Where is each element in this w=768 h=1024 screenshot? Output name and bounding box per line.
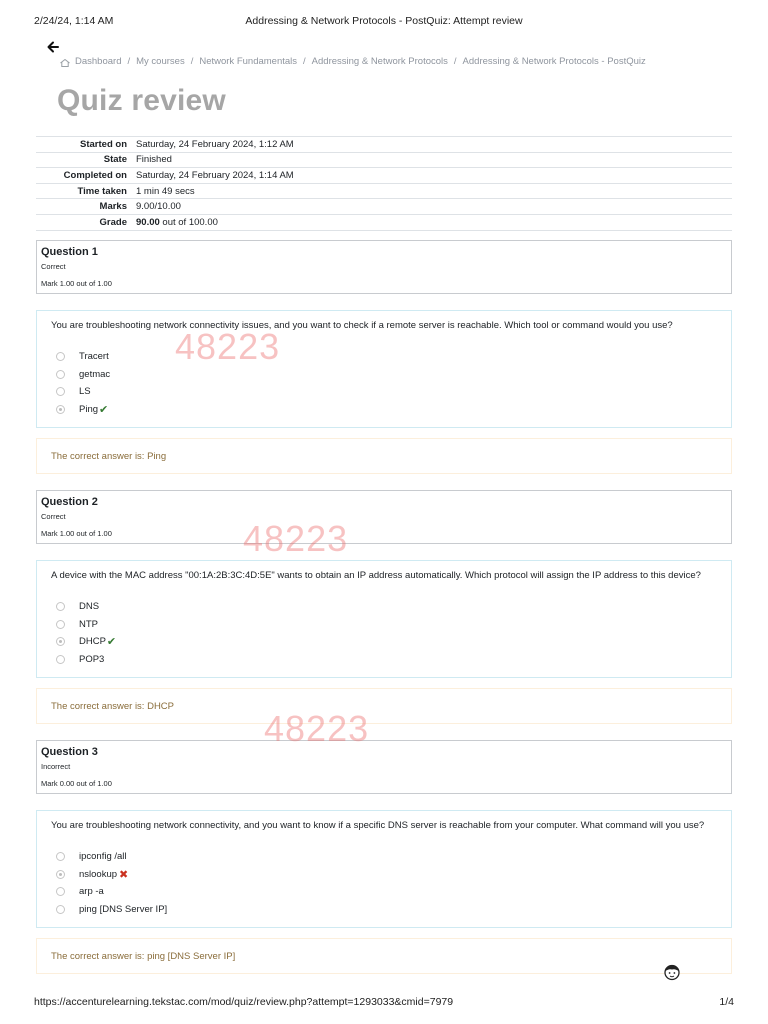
question-1-info — [36, 240, 732, 294]
breadcrumb-separator: / — [303, 56, 306, 67]
answer-option[interactable] — [51, 598, 717, 616]
radio-button-checked[interactable] — [56, 870, 65, 879]
summary-value: Saturday, 24 February 2024, 1:14 AM — [130, 168, 732, 184]
answer-option[interactable] — [51, 848, 717, 866]
answer-label: Ping — [79, 403, 99, 415]
radio-button[interactable] — [56, 852, 65, 861]
question-state: Correct — [41, 512, 66, 521]
summary-value: 9.00/10.00 — [130, 199, 732, 215]
summary-value — [130, 214, 732, 230]
print-header — [34, 15, 734, 29]
page-title: Quiz review — [57, 84, 226, 117]
answer-label: getmac — [79, 368, 111, 380]
question-grade: Mark 1.00 out of 1.00 — [41, 529, 112, 538]
question-1-content — [36, 310, 732, 428]
watermark: 48223 — [264, 708, 370, 749]
answer-label: LS — [79, 386, 91, 398]
print-footer — [34, 996, 734, 1010]
correct-answer-text: The correct answer is: DHCP — [51, 700, 175, 712]
answer-list — [51, 848, 717, 918]
summary-row-state — [36, 152, 732, 168]
radio-button[interactable] — [56, 620, 65, 629]
radio-button-checked[interactable] — [56, 405, 65, 414]
radio-button[interactable] — [56, 352, 65, 361]
radio-button[interactable] — [56, 387, 65, 396]
correct-answer-text: The correct answer is: Ping — [51, 450, 167, 462]
watermark: 48223 — [243, 518, 349, 559]
question-prompt: You are troubleshooting network connectivity, and you want to know if a specific DNS server is reachable from your computer. What command will you use? — [51, 820, 705, 831]
radio-button[interactable] — [56, 905, 65, 914]
summary-label: State — [36, 152, 130, 168]
summary-row-completed — [36, 168, 732, 184]
summary-label: Completed on — [36, 168, 130, 184]
question-number: Question 2 — [41, 496, 98, 508]
check-icon: ✔ — [99, 403, 109, 416]
question-3-content — [36, 810, 732, 928]
breadcrumb-quiz[interactable]: Addressing & Network Protocols - PostQuiz — [462, 56, 646, 67]
answer-option[interactable] — [51, 616, 717, 634]
answer-label: POP3 — [79, 653, 105, 665]
question-2-content — [36, 560, 732, 678]
question-state: Correct — [41, 262, 66, 271]
question-2-info — [36, 490, 732, 544]
breadcrumb-course[interactable]: Network Fundamentals — [199, 56, 298, 67]
radio-button[interactable] — [56, 655, 65, 664]
breadcrumb-my-courses[interactable]: My courses — [136, 56, 185, 67]
summary-value: Finished — [130, 152, 732, 168]
cross-icon: ✖ — [119, 868, 129, 881]
quiz-summary-table — [36, 136, 732, 231]
summary-label: Grade — [36, 214, 130, 230]
summary-label: Time taken — [36, 183, 130, 199]
summary-row-grade — [36, 214, 732, 230]
answer-label: DHCP — [79, 636, 106, 648]
answer-label: arp -a — [79, 886, 104, 898]
answer-label: ping [DNS Server IP] — [79, 903, 168, 915]
answer-option-selected[interactable] — [51, 866, 717, 884]
answer-option[interactable] — [51, 651, 717, 669]
question-2-feedback — [36, 688, 732, 724]
print-title: Addressing & Network Protocols - PostQuiz: Attempt review — [245, 15, 523, 27]
question-1-feedback — [36, 438, 732, 474]
summary-row-time-taken — [36, 183, 732, 199]
answer-label: NTP — [79, 618, 98, 630]
correct-answer-text: The correct answer is: ping [DNS Server IP] — [51, 950, 236, 962]
breadcrumb-separator: / — [190, 56, 194, 67]
breadcrumb-dashboard[interactable]: Dashboard — [75, 56, 122, 67]
question-3-info — [36, 740, 732, 794]
answer-option[interactable] — [51, 348, 717, 366]
question-number: Question 3 — [41, 746, 98, 758]
arrow-left-icon[interactable] — [46, 40, 60, 54]
print-page-number: 1/4 — [719, 996, 734, 1008]
answer-option[interactable] — [51, 901, 717, 919]
summary-value: 1 min 49 secs — [130, 183, 732, 199]
watermark: 48223 — [175, 326, 281, 367]
chat-avatar-icon[interactable] — [662, 962, 682, 982]
answer-option[interactable] — [51, 366, 717, 384]
breadcrumb — [60, 56, 646, 67]
check-icon: ✔ — [106, 636, 117, 649]
question-state: Incorrect — [41, 762, 71, 771]
summary-label: Marks — [36, 199, 130, 215]
answer-option[interactable] — [51, 383, 717, 401]
radio-button[interactable] — [56, 887, 65, 896]
summary-label: Started on — [36, 137, 130, 153]
answer-label: DNS — [79, 601, 100, 613]
question-prompt: You are troubleshooting network connectivity issues, and you want to check if a remote server is reachable. Which tool or command would you use? — [51, 320, 673, 331]
grade-out-of: out of 100.00 — [159, 216, 218, 228]
radio-button[interactable] — [56, 370, 65, 379]
answer-option[interactable] — [51, 883, 717, 901]
breadcrumb-section[interactable]: Addressing & Network Protocols — [311, 56, 448, 67]
print-url: https://accenturelearning.tekstac.com/mod/quiz/review.php?attempt=1293033&cmid=7979 — [34, 996, 454, 1008]
question-3-feedback — [36, 938, 732, 974]
question-prompt: A device with the MAC address "00:1A:2B:3C:4D:5E" wants to obtain an IP address automatically. Which protocol will assign the IP address to this device? — [51, 570, 701, 581]
home-icon — [60, 59, 70, 67]
answer-label: nslookup — [79, 868, 118, 880]
question-number: Question 1 — [41, 246, 98, 258]
question-grade: Mark 1.00 out of 1.00 — [41, 279, 112, 288]
answer-label: Tracert — [79, 351, 109, 363]
print-date: 2/24/24, 1:14 AM — [34, 15, 114, 27]
breadcrumb-separator: / — [453, 56, 457, 67]
answer-label: ipconfig /all — [79, 851, 127, 863]
answer-option-selected[interactable] — [51, 401, 717, 419]
answer-list — [51, 348, 717, 418]
radio-button-checked[interactable] — [56, 637, 65, 646]
question-grade: Mark 0.00 out of 1.00 — [41, 779, 112, 788]
radio-button[interactable] — [56, 602, 65, 611]
grade-score: 90.00 — [136, 216, 160, 228]
summary-value: Saturday, 24 February 2024, 1:12 AM — [130, 137, 732, 153]
breadcrumb-separator: / — [127, 56, 131, 67]
answer-option-selected[interactable] — [51, 633, 717, 651]
summary-row-marks — [36, 199, 732, 215]
answer-list — [51, 598, 717, 668]
summary-row-started — [36, 137, 732, 153]
